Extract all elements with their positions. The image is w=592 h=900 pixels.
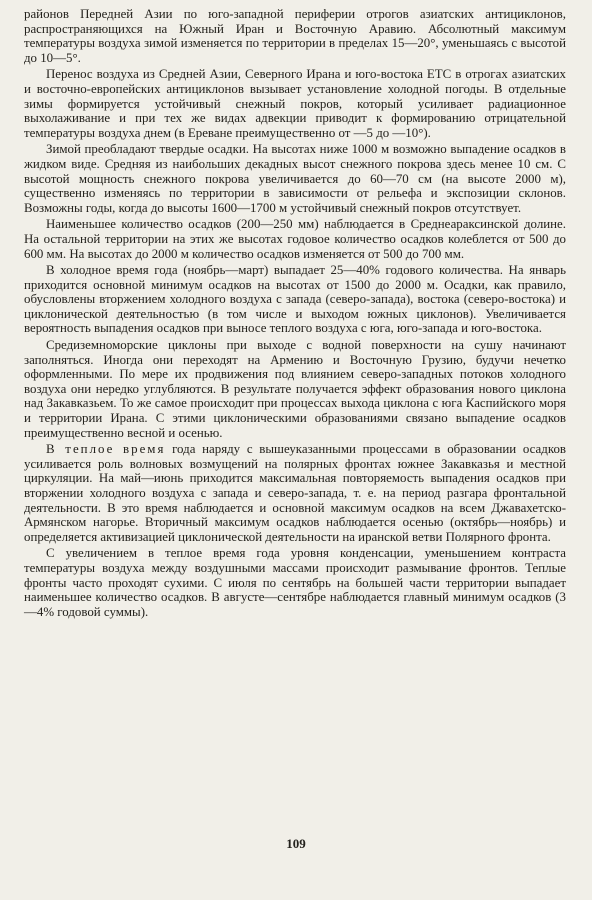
paragraph-2: Перенос воздуха из Средней Азии, Северного Ирана и юго-востока ЕТС в отрогах азиатских и восточно-европейских антициклонов вызывает установление холодной погоды. В отдельные зимы формируется устойчивый снежный покров, который усиливает радиационное выхолаживание и при тех же видах адвекции приводит к формированию отрицательной температуры воздуха днем (в Ереване преимущественно от —5 до —10°). — [24, 67, 566, 140]
page-number: 109 — [286, 836, 306, 851]
paragraph-8: С увеличением в теплое время года уровня конденсации, уменьшением контраста температуры воздуха между воздушными массами происходит размывание фронтов. Теплые фронты часто проходят сухими. С июля по сентябрь на большей части территории выпадает наименьшее количество осадков. В августе—сентябре наблюдается главный минимум осадков (3—4% годовой суммы). — [24, 546, 566, 619]
paragraph-4: Наименьшее количество осадков (200—250 мм) наблюдается в Среднеараксинской долине. На остальной территории на этих же высотах годовое количество осадков колеблется от 500 до 600 мм. На высотах до 2000 м количество осадков изменяется от 500 до 700 мм. — [24, 217, 566, 261]
paragraph-5: В холодное время года (ноябрь—март) выпадает 25—40% годового количества. На январь приходится основной минимум осадков на высотах от 1500 до 2000 м. Осадки, как правило, обусловлены вторжением холодного воздуха с запада (северо-запада), востока (северо-востока) и циклонической деятельностью (в том числе и выходом южных циклонов). Увеличивается вероятность выпадения осадков при выносе теплого воздуха с юга, юго-запада и юго-востока. — [24, 263, 566, 336]
spaced-lead-text: В теплое время — [46, 442, 166, 457]
paragraph-7-body: года наряду с вышеуказанными процессами в образовании осадков усиливается роль волновых возмущений на полярных фронтах южнее Закавказья и местной циркуляции. На май—июнь приходится максимальная повторяемость выпадения осадков при вторжении холодного воздуха с запада и северо-запада, т. е. на период разгара фронтальной деятельности. В это время наблюдается и основной максимум осадков на всем Джавахетско-Армянском нагорье. Вторичный максимум осадков наблюдается осенью (октябрь—ноябрь) и определяется активизацией циклонической деятельности на иранской ветви Полярного фронта. — [24, 442, 566, 544]
paragraph-3: Зимой преобладают твердые осадки. На высотах ниже 1000 м возможно выпадение осадков в жидком виде. Средняя из наибольших декадных высот снежного покрова здесь менее 10 см. С высотой мощность снежного покрова увеличивается до 60—70 см (на высоте 2000 м), существенно изменяясь по территории в зависимости от рельефа и экспозиции склонов. Возможны годы, когда до высоты 1600—1700 м устойчивый снежный покров отсутствует. — [24, 142, 566, 215]
paragraph-6: Средиземноморские циклоны при выходе с водной поверхности на сушу начинают заполняться. Иногда они переходят на Армению и Восточную Грузию, будучи нечетко оформленными. По мере их продвижения под влиянием северо-западных потоков холодного воздуха они нередко углубляются. В результате получается эффект образования нового циклона над Закавказьем. То же самое происходит при процессах выхода циклона с юга Каспийского моря и территории Ирана. С этими циклоническими образованиями связано выпадение осадков преимущественно весной и осенью. — [24, 338, 566, 440]
paragraph-7 — [24, 442, 566, 544]
paragraph-1: районов Передней Азии по юго-западной периферии отрогов азиатских антициклонов, распространяющихся на Южный Иран и Восточную Аравию. Абсолютный максимум температуры воздуха зимой изменяется по территории в пределах 15—20°, уменьшаясь с высотой до 10—5°. — [24, 7, 566, 65]
document-page — [24, 7, 566, 621]
